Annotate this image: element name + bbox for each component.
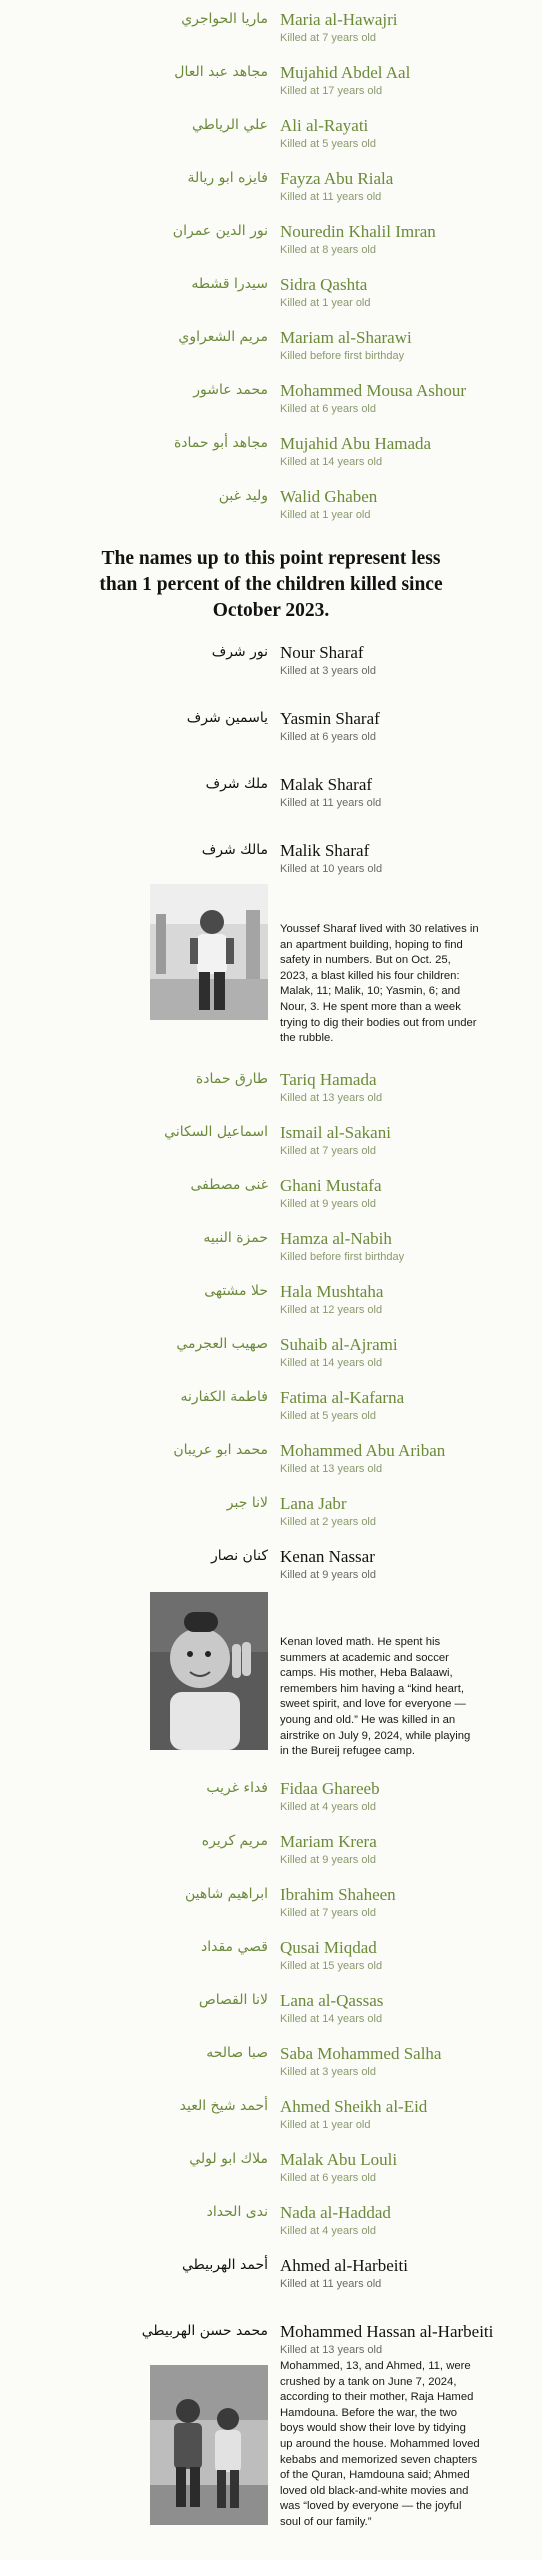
list-item bbox=[0, 2203, 542, 2243]
children-photo bbox=[150, 2365, 268, 2525]
list-item bbox=[0, 643, 542, 683]
list-item bbox=[0, 1229, 542, 1269]
arabic-name: فداء غريب bbox=[206, 1780, 268, 1796]
english-name: Malak Abu Louli bbox=[280, 2150, 398, 2169]
arabic-name: ابراهيم شاهين bbox=[184, 1886, 268, 1902]
age-label: Killed at 4 years old bbox=[280, 2225, 376, 2237]
age-label: Killed before first birthday bbox=[280, 350, 405, 362]
arabic-name: مريم كريره bbox=[201, 1833, 268, 1849]
list-item bbox=[0, 1123, 542, 1163]
milestone-statement: The names up to this point represent less than 1 percent of the children killed since October 2023. bbox=[99, 548, 443, 621]
english-name: Ghani Mustafa bbox=[280, 1176, 382, 1195]
age-label: Killed before first birthday bbox=[280, 1251, 405, 1263]
age-label: Killed at 3 years old bbox=[280, 665, 376, 677]
english-name: Sidra Qashta bbox=[280, 275, 368, 294]
english-name: Malak Sharaf bbox=[280, 775, 373, 794]
english-name: Nouredin Khalil Imran bbox=[280, 222, 436, 241]
english-name: Suhaib al-Ajrami bbox=[280, 1335, 398, 1354]
english-name: Tariq Hamada bbox=[280, 1070, 377, 1089]
age-label: Killed at 9 years old bbox=[280, 1569, 376, 1581]
list-item bbox=[0, 1176, 542, 1216]
age-label: Killed at 9 years old bbox=[280, 1854, 376, 1866]
arabic-name: محمد حسن الهربيطي bbox=[141, 2323, 268, 2339]
arabic-name: صبا صالحه bbox=[206, 2045, 268, 2061]
arabic-name: قصي مقداد bbox=[200, 1939, 268, 1955]
age-label: Killed at 11 years old bbox=[280, 191, 382, 203]
arabic-name: مريم الشعراوي bbox=[178, 329, 268, 345]
age-label: Killed at 5 years old bbox=[280, 1410, 376, 1422]
english-name: Lana Jabr bbox=[280, 1494, 347, 1513]
english-name: Mohammed Abu Ariban bbox=[280, 1441, 446, 1460]
arabic-name: مجاهد عبد العال bbox=[174, 64, 268, 80]
arabic-name: ملاك ابو لولي bbox=[189, 2151, 268, 2167]
arabic-name: حلا مشتهى bbox=[204, 1283, 268, 1299]
arabic-name: وليد غبن bbox=[218, 488, 268, 504]
english-name: Mohammed Hassan al-Harbeiti bbox=[280, 2322, 494, 2341]
age-label: Killed at 10 years old bbox=[280, 863, 383, 875]
age-label: Killed at 1 year old bbox=[280, 297, 371, 309]
list-item bbox=[0, 381, 542, 421]
english-name: Ahmed al-Harbeiti bbox=[280, 2256, 408, 2275]
english-name: Yasmin Sharaf bbox=[280, 709, 380, 728]
list-item bbox=[0, 2044, 542, 2084]
list-item bbox=[0, 709, 542, 749]
arabic-name: نور شرف bbox=[211, 644, 268, 660]
english-name: Mariam Krera bbox=[280, 1832, 377, 1851]
list-item bbox=[0, 1441, 542, 1481]
story-caption: Kenan loved math. He spent his summers at academic and soccer camps. His mother, Heba Balaawi, remembers him having a “kind heart, sweet spirit, and love for everyone — young and old.” He was killed in an airstrike on July 9, 2024, while playing in the Bureij refugee camp. bbox=[280, 1636, 471, 1758]
age-label: Killed at 13 years old bbox=[280, 1092, 383, 1104]
age-label: Killed at 3 years old bbox=[280, 2066, 376, 2078]
arabic-name: ماريا الحواجري bbox=[181, 11, 268, 27]
list-item bbox=[0, 841, 542, 881]
list-item bbox=[0, 1494, 542, 1534]
arabic-name: حمزة النبيه bbox=[203, 1230, 268, 1246]
english-name: Ahmed Sheikh al-Eid bbox=[280, 2097, 428, 2116]
english-name: Fidaa Ghareeb bbox=[280, 1779, 380, 1798]
age-label: Killed at 2 years old bbox=[280, 1516, 376, 1528]
english-name: Lana al-Qassas bbox=[280, 1991, 384, 2010]
arabic-name: طارق حمادة bbox=[195, 1071, 268, 1087]
english-name: Mariam al-Sharawi bbox=[280, 328, 412, 347]
english-name: Nour Sharaf bbox=[280, 643, 364, 662]
story-caption: Youssef Sharaf lived with 30 relatives in an apartment building, hoping to find safety in numbers. But on Oct. 25, 2023, a blast killed his four children: Malak, 11; Malik, 10; Yasmin, 6; and Nour, 3. He spent more than a week trying to dig their bodies out from under the rubble. bbox=[280, 923, 479, 1045]
age-label: Killed at 1 year old bbox=[280, 2119, 371, 2131]
list-item bbox=[0, 487, 542, 527]
english-name: Saba Mohammed Salha bbox=[280, 2044, 442, 2063]
arabic-name: غنى مصطفى bbox=[190, 1177, 268, 1193]
arabic-name: فايزه ابو ريالة bbox=[187, 170, 268, 186]
arabic-name: سيدرا قشطه bbox=[191, 276, 268, 292]
english-name: Maria al-Hawajri bbox=[280, 10, 398, 29]
age-label: Killed at 7 years old bbox=[280, 1907, 376, 1919]
age-label: Killed at 14 years old bbox=[280, 456, 383, 468]
english-name: Mujahid Abdel Aal bbox=[280, 63, 411, 82]
arabic-name: محمد عاشور bbox=[193, 382, 268, 398]
english-name: Ismail al-Sakani bbox=[280, 1123, 391, 1142]
list-item bbox=[0, 328, 542, 368]
arabic-name: ندى الحداد bbox=[206, 2204, 268, 2220]
age-label: Killed at 12 years old bbox=[280, 1304, 383, 1316]
list-item bbox=[0, 1070, 542, 1110]
child-photo bbox=[150, 884, 268, 1020]
list-item bbox=[0, 1938, 542, 1978]
age-label: Killed at 6 years old bbox=[280, 731, 376, 743]
list-item bbox=[0, 1335, 542, 1375]
english-name: Qusai Miqdad bbox=[280, 1938, 377, 1957]
english-name: Kenan Nassar bbox=[280, 1547, 375, 1566]
list-item bbox=[0, 275, 542, 315]
arabic-name: لانا القصاص bbox=[198, 1992, 268, 2008]
english-name: Mohammed Mousa Ashour bbox=[280, 381, 467, 400]
age-label: Killed at 1 year old bbox=[280, 509, 371, 521]
age-label: Killed at 9 years old bbox=[280, 1198, 376, 1210]
english-name: Fatima al-Kafarna bbox=[280, 1388, 405, 1407]
list-item bbox=[0, 775, 542, 815]
list-item bbox=[0, 1885, 542, 1925]
arabic-name: مالك شرف bbox=[201, 842, 268, 858]
list-item bbox=[0, 116, 542, 156]
age-label: Killed at 8 years old bbox=[280, 244, 376, 256]
english-name: Malik Sharaf bbox=[280, 841, 370, 860]
arabic-name: أحمد الهربيطي bbox=[181, 2257, 268, 2273]
age-label: Killed at 6 years old bbox=[280, 2172, 376, 2184]
age-label: Killed at 14 years old bbox=[280, 1357, 383, 1369]
list-item bbox=[0, 2097, 542, 2137]
age-label: Killed at 5 years old bbox=[280, 138, 376, 150]
age-label: Killed at 11 years old bbox=[280, 2278, 382, 2290]
arabic-name: مجاهد أبو حمادة bbox=[173, 435, 268, 451]
list-item bbox=[0, 10, 542, 50]
english-name: Ibrahim Shaheen bbox=[280, 1885, 396, 1904]
story-caption: Mohammed, 13, and Ahmed, 11, were crushed by a tank on June 7, 2024, according to their mother, Raja Hamed Hamdouna. Before the war, the two boys would show their love by tidying up around the house. Mohammed loved kebabs and memorized seven chapters of the Quran, Hamdouna said; Ahmed loved old black-and-white movies and was “loved by everyone — the joyful soul of our family.” bbox=[280, 2360, 480, 2528]
arabic-name: صهيب العجرمي bbox=[176, 1336, 268, 1352]
list-item bbox=[0, 63, 542, 103]
list-item bbox=[0, 1282, 542, 1322]
english-name: Mujahid Abu Hamada bbox=[280, 434, 432, 453]
list-item bbox=[0, 169, 542, 209]
arabic-name: ياسمين شرف bbox=[186, 710, 268, 726]
age-label: Killed at 17 years old bbox=[280, 85, 383, 97]
arabic-name: علي الرياطي bbox=[192, 117, 268, 133]
list-item bbox=[0, 1547, 542, 1587]
list-item bbox=[0, 1991, 542, 2031]
age-label: Killed at 13 years old bbox=[280, 1463, 383, 1475]
age-label: Killed at 15 years old bbox=[280, 1960, 383, 1972]
arabic-name: أحمد شيخ العيد bbox=[179, 2098, 268, 2114]
age-label: Killed at 7 years old bbox=[280, 1145, 376, 1157]
arabic-name: لانا جبر bbox=[226, 1495, 268, 1511]
age-label: Killed at 13 years old bbox=[280, 2344, 383, 2356]
list-item bbox=[0, 2150, 542, 2190]
age-label: Killed at 14 years old bbox=[280, 2013, 383, 2025]
child-photo bbox=[150, 1592, 268, 1750]
arabic-name: ملك شرف bbox=[205, 776, 268, 792]
arabic-name: اسماعيل السكاني bbox=[164, 1124, 268, 1140]
age-label: Killed at 11 years old bbox=[280, 797, 382, 809]
arabic-name: فاطمة الكفارنه bbox=[180, 1389, 268, 1405]
english-name: Ali al-Rayati bbox=[280, 116, 369, 135]
list-item bbox=[0, 1779, 542, 1819]
list-item bbox=[0, 1388, 542, 1428]
list-item bbox=[0, 434, 542, 474]
arabic-name: نور الدين عمران bbox=[172, 223, 268, 239]
english-name: Walid Ghaben bbox=[280, 487, 378, 506]
age-label: Killed at 4 years old bbox=[280, 1801, 376, 1813]
age-label: Killed at 6 years old bbox=[280, 403, 376, 415]
english-name: Hala Mushtaha bbox=[280, 1282, 384, 1301]
age-label: Killed at 7 years old bbox=[280, 32, 376, 44]
list-item bbox=[0, 2256, 542, 2296]
list-item bbox=[0, 1832, 542, 1872]
list-item bbox=[0, 222, 542, 262]
english-name: Fayza Abu Riala bbox=[280, 169, 394, 188]
english-name: Hamza al-Nabih bbox=[280, 1229, 392, 1248]
arabic-name: كنان نصار bbox=[211, 1548, 268, 1564]
english-name: Nada al-Haddad bbox=[280, 2203, 391, 2222]
list-item bbox=[0, 2322, 542, 2362]
arabic-name: محمد ابو عريبان bbox=[173, 1442, 268, 1458]
